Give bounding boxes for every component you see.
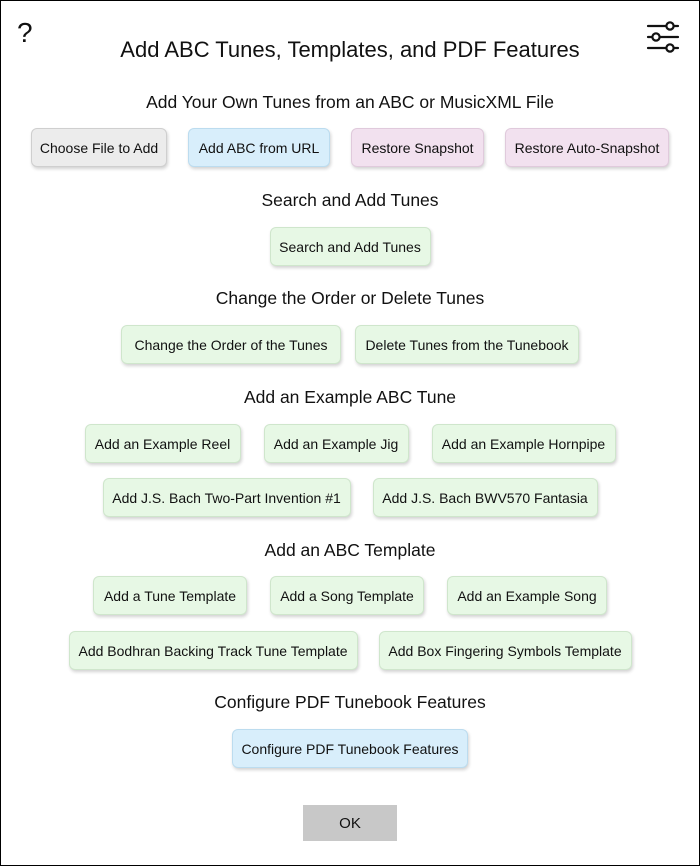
help-button[interactable]: ? bbox=[17, 17, 33, 48]
pdf-section-title: Configure PDF Tunebook Features bbox=[214, 692, 486, 712]
change-order-button[interactable]: Change the Order of the Tunes bbox=[121, 325, 341, 364]
add-example-reel-button[interactable]: Add an Example Reel bbox=[85, 424, 241, 463]
templates-section-title: Add an ABC Template bbox=[264, 540, 436, 560]
delete-tunes-button[interactable]: Delete Tunes from the Tunebook bbox=[355, 325, 579, 364]
add-bach-invention-button[interactable]: Add J.S. Bach Two-Part Invention #1 bbox=[103, 478, 351, 517]
configure-pdf-features-button[interactable]: Configure PDF Tunebook Features bbox=[232, 729, 468, 768]
add-bach-fantasia-button[interactable]: Add J.S. Bach BWV570 Fantasia bbox=[373, 478, 598, 517]
templates-button-row-1 bbox=[1, 576, 699, 615]
pdf-button-row bbox=[1, 729, 699, 768]
restore-snapshot-button[interactable]: Restore Snapshot bbox=[351, 128, 484, 167]
add-example-song-button[interactable]: Add an Example Song bbox=[447, 576, 607, 615]
add-example-jig-button[interactable]: Add an Example Jig bbox=[264, 424, 409, 463]
search-section-title: Search and Add Tunes bbox=[261, 190, 439, 210]
add-tune-template-button[interactable]: Add a Tune Template bbox=[93, 576, 247, 615]
choose-file-button[interactable]: Choose File to Add bbox=[31, 128, 167, 167]
add-abc-from-url-button[interactable]: Add ABC from URL bbox=[188, 128, 330, 167]
ok-button[interactable]: OK bbox=[303, 805, 397, 841]
dialog-title: Add ABC Tunes, Templates, and PDF Features bbox=[120, 37, 580, 62]
add-example-hornpipe-button[interactable]: Add an Example Hornpipe bbox=[432, 424, 616, 463]
own-tunes-button-row bbox=[1, 128, 699, 167]
own-tunes-section-title: Add Your Own Tunes from an ABC or MusicXML File bbox=[146, 92, 554, 112]
examples-section-title: Add an Example ABC Tune bbox=[243, 387, 457, 407]
add-box-fingering-template-button[interactable]: Add Box Fingering Symbols Template bbox=[379, 631, 632, 670]
examples-button-row-2 bbox=[1, 478, 699, 517]
examples-button-row-1 bbox=[1, 424, 699, 463]
order-section-title: Change the Order or Delete Tunes bbox=[215, 288, 485, 308]
add-song-template-button[interactable]: Add a Song Template bbox=[270, 576, 424, 615]
search-button-row bbox=[1, 227, 699, 266]
add-bodhran-template-button[interactable]: Add Bodhran Backing Track Tune Template bbox=[69, 631, 358, 670]
templates-button-row-2 bbox=[1, 631, 699, 670]
order-button-row bbox=[1, 325, 699, 364]
restore-auto-snapshot-button[interactable]: Restore Auto-Snapshot bbox=[505, 128, 669, 167]
search-and-add-tunes-button[interactable]: Search and Add Tunes bbox=[270, 227, 431, 266]
